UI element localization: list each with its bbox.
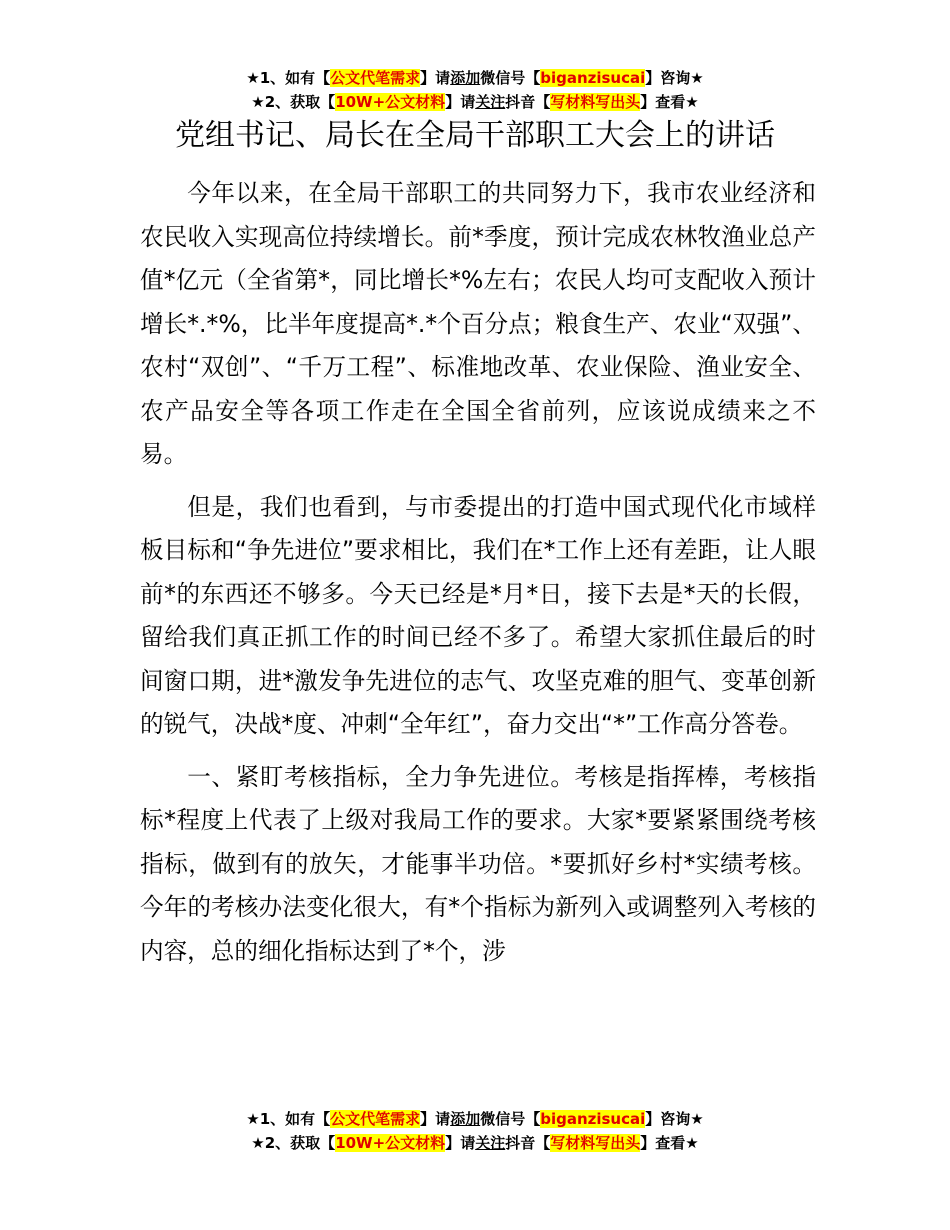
footer-line-2-text-2: 抖音【 xyxy=(505,1134,551,1152)
header-line-1-text-2: 微信号【 xyxy=(480,69,541,87)
footer-line-1-text-2: 微信号【 xyxy=(480,1110,541,1128)
footer-line-1-underlined: 添加 xyxy=(450,1110,481,1128)
header-line-2-suffix: 】查看★ xyxy=(640,93,699,111)
footer-line-1-suffix: 】咨询★ xyxy=(645,1110,704,1128)
footer-line-1-prefix: ★1、如有【 xyxy=(246,1110,331,1128)
header-line-1-underlined: 添加 xyxy=(450,69,481,87)
header-line-2 xyxy=(0,90,950,114)
header-highlight-writing-service: 公文代笔需求 xyxy=(330,69,421,87)
footer-line-2-text: 】请 xyxy=(445,1134,476,1152)
paragraph-3: 一、紧盯考核指标，全力争先进位。考核是指挥棒，考核指标*程度上代表了上级对我局工作的要求。大家*要紧紧围绕考核指标，做到有的放矢，才能事半功倍。*要抓好乡村*实绩考核。今年的考核办法变化很大，有*个指标为新列入或调整列入考核的内容，总的细化指标达到了*个，涉 xyxy=(140,762,816,965)
header-banner xyxy=(0,66,950,114)
document-body xyxy=(140,172,816,982)
paragraph-1: 今年以来，在全局干部职工的共同努力下，我市农业经济和农民收入实现高位持续增长。前*季度，预计完成农林牧渔业总产值*亿元（全省第*，同比增长*%左右；农民人均可支配收入预计增长*.*%，比半年度提高*.*个百分点；粮食生产、农业“双强”、农村“双创”、“千万工程”、标准地改革、农业保险、渔业安全、农产品安全等各项工作走在全国全省前列，应该说成绩来之不易。 xyxy=(140,179,816,468)
paragraph-2: 但是，我们也看到，与市委提出的打造中国式现代化市域样板目标和“争先进位”要求相比，我们在*工作上还有差距，让人眼前*的东西还不够多。今天已经是*月*日，接下去是*天的长假，留给我们真正抓工作的时间已经不多了。希望大家抓住最后的时间窗口期，进*激发争先进位的志气、攻坚克难的胆气、变革创新的锐气，决战*度、冲刺“全年红”，奋力交出“*”工作高分答卷。 xyxy=(140,492,816,738)
footer-line-2-suffix: 】查看★ xyxy=(640,1134,699,1152)
footer-line-2-prefix: ★2、获取【 xyxy=(251,1134,336,1152)
footer-highlight-writing-service: 公文代笔需求 xyxy=(330,1110,421,1128)
header-highlight-wechat-id: biganzisucai xyxy=(540,69,646,87)
footer-highlight-materials: 10W+公文材料 xyxy=(335,1134,446,1152)
header-line-1 xyxy=(0,66,950,90)
footer-line-2-underlined: 关注 xyxy=(475,1134,506,1152)
document-title: 党组书记、局长在全局干部职工大会上的讲话 xyxy=(175,118,775,153)
footer-highlight-wechat-id: biganzisucai xyxy=(540,1110,646,1128)
header-line-2-text: 】请 xyxy=(445,93,476,111)
header-line-2-prefix: ★2、获取【 xyxy=(251,93,336,111)
footer-line-1-text: 】请 xyxy=(420,1110,451,1128)
header-line-2-underlined: 关注 xyxy=(475,93,506,111)
header-line-1-text: 】请 xyxy=(420,69,451,87)
header-highlight-douyin-account: 写材料写出头 xyxy=(550,93,641,111)
header-line-2-text-2: 抖音【 xyxy=(505,93,551,111)
footer-banner xyxy=(0,1107,950,1155)
header-line-1-suffix: 】咨询★ xyxy=(645,69,704,87)
header-highlight-materials: 10W+公文材料 xyxy=(335,93,446,111)
footer-line-1 xyxy=(0,1107,950,1131)
footer-line-2 xyxy=(0,1131,950,1155)
footer-highlight-douyin-account: 写材料写出头 xyxy=(550,1134,641,1152)
header-line-1-prefix: ★1、如有【 xyxy=(246,69,331,87)
